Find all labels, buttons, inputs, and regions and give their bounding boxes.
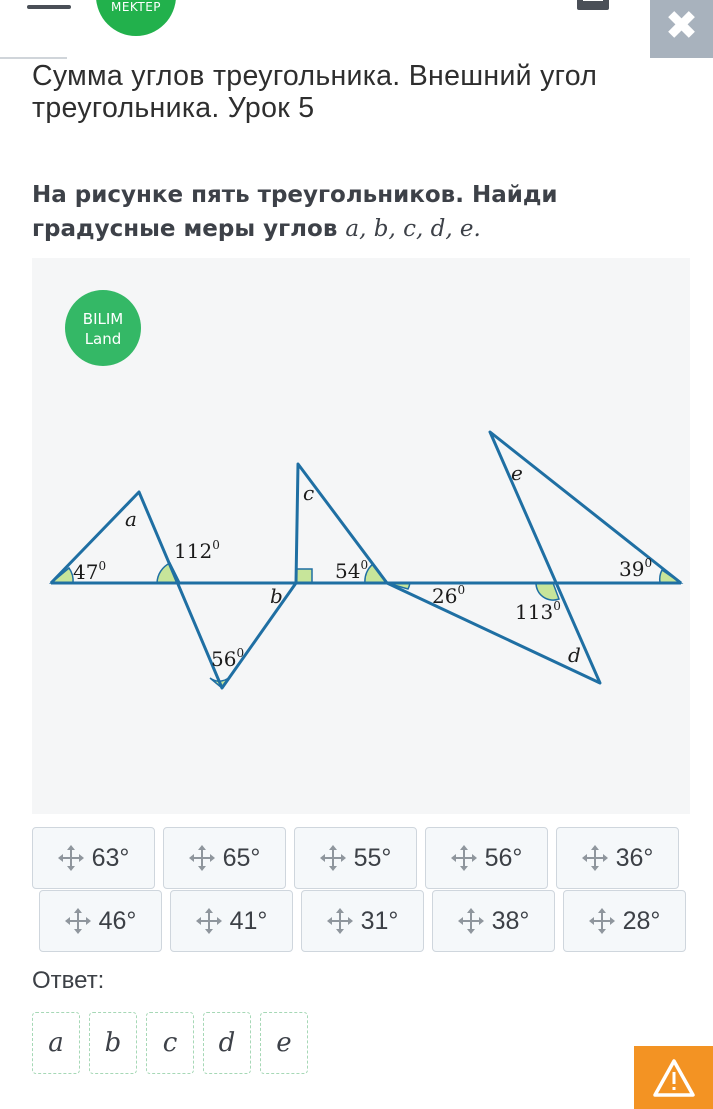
option-56[interactable] [425, 827, 548, 889]
label-54-value: 54 [335, 559, 361, 583]
answer-slot-a[interactable]: a [32, 1012, 80, 1074]
answer-slots [32, 1012, 317, 1074]
close-button[interactable]: ✖ [650, 0, 713, 58]
mektep-logo: MEKTEP [96, 0, 176, 36]
answer-slot-d[interactable]: d [203, 1012, 251, 1074]
move-icon [451, 845, 477, 871]
option-65[interactable] [163, 827, 286, 889]
move-icon [589, 908, 615, 934]
label-d: d [568, 643, 581, 667]
warning-icon [652, 1058, 696, 1098]
option-46[interactable] [39, 890, 162, 952]
answer-label: Ответ: [32, 967, 105, 994]
label-39 [619, 556, 652, 581]
angle-113-marker [536, 583, 559, 600]
move-icon [458, 908, 484, 934]
label-54-degree: 0 [360, 558, 369, 572]
answer-slot-e[interactable]: e [260, 1012, 308, 1074]
document-icon[interactable] [577, 0, 609, 10]
badge-line1: BILIM [82, 310, 124, 328]
label-e: e [511, 461, 523, 485]
label-112-value: 112 [174, 539, 213, 563]
task-prompt-text: На рисунке пять треугольников. Найди градусные меры углов [32, 182, 558, 242]
label-113 [515, 599, 561, 624]
label-47-value: 47 [73, 560, 99, 584]
option-41[interactable] [170, 890, 293, 952]
option-value: 36° [615, 843, 654, 872]
option-value: 38° [491, 906, 530, 935]
divider [0, 57, 67, 59]
hamburger-icon[interactable] [27, 0, 71, 18]
label-56-degree: 0 [236, 646, 245, 660]
geometry-figure [32, 258, 690, 814]
label-47 [73, 559, 106, 584]
option-value: 46° [98, 906, 137, 935]
top-bar [0, 0, 713, 58]
label-39-degree: 0 [644, 556, 653, 570]
option-value: 28° [622, 906, 661, 935]
label-b: b [270, 584, 283, 608]
option-value: 31° [360, 906, 399, 935]
options-row-1 [32, 827, 687, 889]
page-title: Сумма углов треугольника. Внешний угол треугольника. Урок 5 [32, 60, 598, 124]
option-31[interactable] [301, 890, 424, 952]
move-icon [65, 908, 91, 934]
move-icon [320, 845, 346, 871]
label-113-value: 113 [515, 600, 554, 624]
task-variables: a, b, c, d, e. [345, 216, 481, 242]
move-icon [58, 845, 84, 871]
answer-slot-c[interactable]: c [146, 1012, 194, 1074]
right-angle-marker [296, 569, 312, 583]
label-113-degree: 0 [553, 599, 561, 613]
answer-slot-b[interactable]: b [89, 1012, 137, 1074]
move-icon [189, 845, 215, 871]
label-26 [432, 583, 465, 608]
move-icon [196, 908, 222, 934]
label-47-degree: 0 [98, 559, 107, 573]
report-button[interactable] [634, 1046, 713, 1109]
option-value: 41° [229, 906, 268, 935]
option-value: 65° [222, 843, 261, 872]
option-36[interactable] [556, 827, 679, 889]
bilimland-badge [65, 290, 141, 366]
label-39-value: 39 [619, 557, 645, 581]
options-row-2 [39, 890, 694, 952]
option-value: 56° [484, 843, 523, 872]
label-26-value: 26 [432, 584, 458, 608]
move-icon [327, 908, 353, 934]
label-56 [211, 646, 244, 671]
option-55[interactable] [294, 827, 417, 889]
label-112 [174, 538, 220, 563]
option-38[interactable] [432, 890, 555, 952]
label-c: c [303, 481, 315, 505]
label-112-degree: 0 [212, 538, 220, 552]
badge-line2: Land [84, 330, 122, 348]
option-28[interactable] [563, 890, 686, 952]
label-a: a [125, 507, 137, 531]
label-54 [335, 558, 368, 583]
label-26-degree: 0 [457, 583, 466, 597]
move-icon [582, 845, 608, 871]
option-value: 55° [353, 843, 392, 872]
label-56-value: 56 [211, 647, 237, 671]
task-prompt [32, 178, 672, 246]
option-63[interactable] [32, 827, 155, 889]
option-value: 63° [91, 843, 130, 872]
triangles-diagram [32, 258, 690, 814]
